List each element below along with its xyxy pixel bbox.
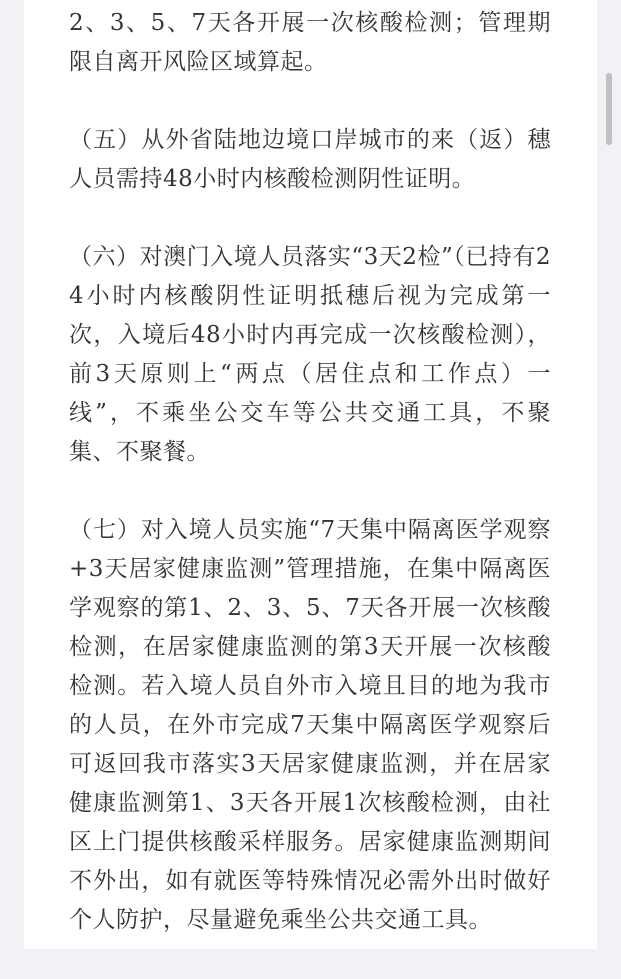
paragraph-item-7: （七）对入境人员实施“7天集中隔离医学观察+3天居家健康监测”管理措施，在集中隔离医学观察的第1、2、3、5、7天各开展一次核酸检测，在居家健康监测的第3天开展一次核酸检测。若入境人员自外市入境且目的地为我市的人员，在外市完成7天集中隔离医学观察后可返回我市落实3天居家健康监测，并在居家健康监测第1、3天各开展1次核酸检测，由社区上门提供核酸采样服务。居家健康监测期间不外出，如有就医等特殊情况必需外出时做好个人防护，尽量避免乘坐公共交通工具。 (69, 517, 551, 933)
paragraph-item-6: （六）对澳门入境人员落实“3天2检”（已持有24小时内核酸阴性证明抵穗后视为完成第一次，入境后48小时内再完成一次核酸检测），前3天原则上“两点（居住点和工作点）一线”，不乘坐公交车等公共交通工具，不聚集、不聚餐。 (69, 244, 551, 465)
article-body (69, 4, 551, 979)
scrollbar-thumb[interactable] (606, 73, 612, 145)
paragraph-item-5: （五）从外省陆地边境口岸城市的来（返）穗人员需持48小时内核酸检测阴性证明。 (69, 127, 551, 192)
paragraph-continued: 2、3、5、7天各开展一次核酸检测；管理期限自离开风险区域算起。 (69, 10, 551, 75)
article-page (24, 0, 597, 949)
